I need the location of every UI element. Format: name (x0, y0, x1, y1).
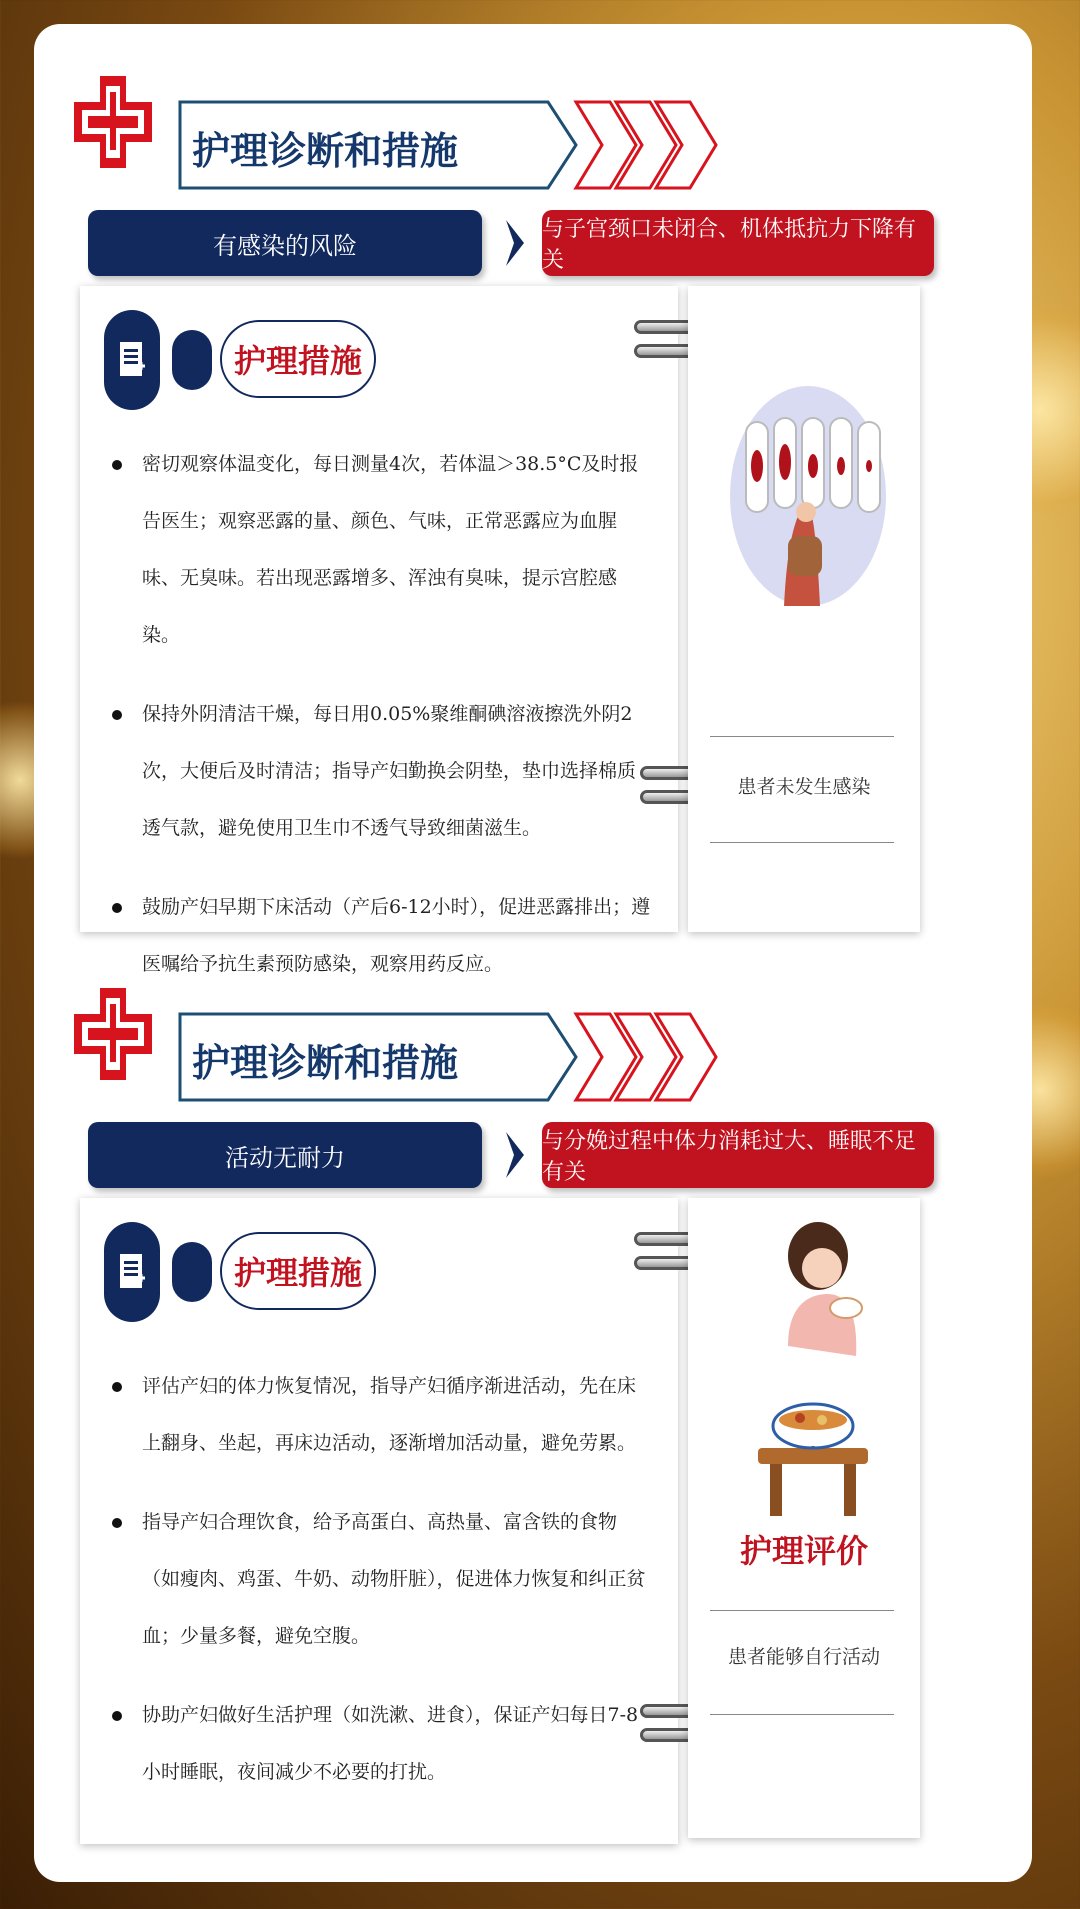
chevron-right-icon (502, 218, 528, 268)
document-icon (104, 1222, 160, 1322)
measure-item: 协助产妇做好生活护理（如洗漱、进食），保证产妇每日7-8小时睡眠，夜间减少不必要的打扰。 (112, 1687, 652, 1801)
divider (710, 736, 894, 737)
diagnosis-label: 有感染的风险 (88, 210, 482, 276)
evaluation-panel (688, 286, 920, 932)
section-title: 护理诊断和措施 (192, 129, 459, 173)
measures-panel (80, 1198, 678, 1844)
measure-item: 密切观察体温变化，每日测量4次，若体温＞38.5°C及时报告医生；观察恶露的量、颜色、气味，正常恶露应为血腥味、无臭味。若出现恶露增多、浑浊有臭味，提示宫腔感染。 (112, 436, 652, 664)
medical-cross-icon (70, 984, 156, 1084)
divider (710, 1714, 894, 1715)
diagnosis-cause: 与子宫颈口未闭合、机体抵抗力下降有关 (542, 210, 934, 276)
chevron-arrows-icon (572, 100, 722, 190)
chevron-arrows-icon (572, 1012, 722, 1102)
diagnosis-label: 活动无耐力 (88, 1122, 482, 1188)
evaluation-heading: 护理评价 (739, 1532, 868, 1570)
chevron-right-icon (502, 1130, 528, 1180)
diagnosis-cause: 与分娩过程中体力消耗过大、睡眠不足有关 (542, 1122, 934, 1188)
evaluation-panel (688, 1198, 920, 1838)
measures-heading: 护理措施 (220, 320, 376, 398)
evaluation-result: 患者能够自行活动 (727, 1646, 880, 1668)
measure-item: 评估产妇的体力恢复情况，指导产妇循序渐进活动，先在床上翻身、坐起，再床边活动，逐渐增加活动量，避免劳累。 (112, 1358, 652, 1472)
woman-eating-illustration (718, 1216, 898, 1516)
measure-item: 鼓励产妇早期下床活动（产后6-12小时），促进恶露排出；遵医嘱给予抗生素预防感染，观察用药反应。 (112, 879, 652, 993)
sanitary-pads-illustration (728, 366, 888, 606)
section-title: 护理诊断和措施 (192, 1041, 459, 1085)
measure-item: 保持外阴清洁干燥，每日用0.05%聚维酮碘溶液擦洗外阴2次，大便后及时清洁；指导产妇勤换会阴垫，垫巾选择棉质透气款，避免使用卫生巾不透气导致细菌滋生。 (112, 686, 652, 857)
document-card (34, 24, 1032, 1882)
medical-cross-icon (70, 72, 156, 172)
measures-heading: 护理措施 (220, 1232, 376, 1310)
evaluation-result: 患者未发生感染 (737, 776, 871, 798)
measures-list (112, 1358, 652, 1823)
measures-panel (80, 286, 678, 975)
document-icon (104, 310, 160, 410)
decorative-dot (172, 330, 212, 390)
measure-item: 指导产妇合理饮食，给予高蛋白、高热量、富含铁的食物（如瘦肉、鸡蛋、牛奶、动物肝脏），促进体力恢复和纠正贫血；少量多餐，避免空腹。 (112, 1494, 652, 1665)
decorative-dot (172, 1242, 212, 1302)
divider (710, 842, 894, 843)
divider (710, 1610, 894, 1611)
measures-list (112, 436, 652, 1015)
